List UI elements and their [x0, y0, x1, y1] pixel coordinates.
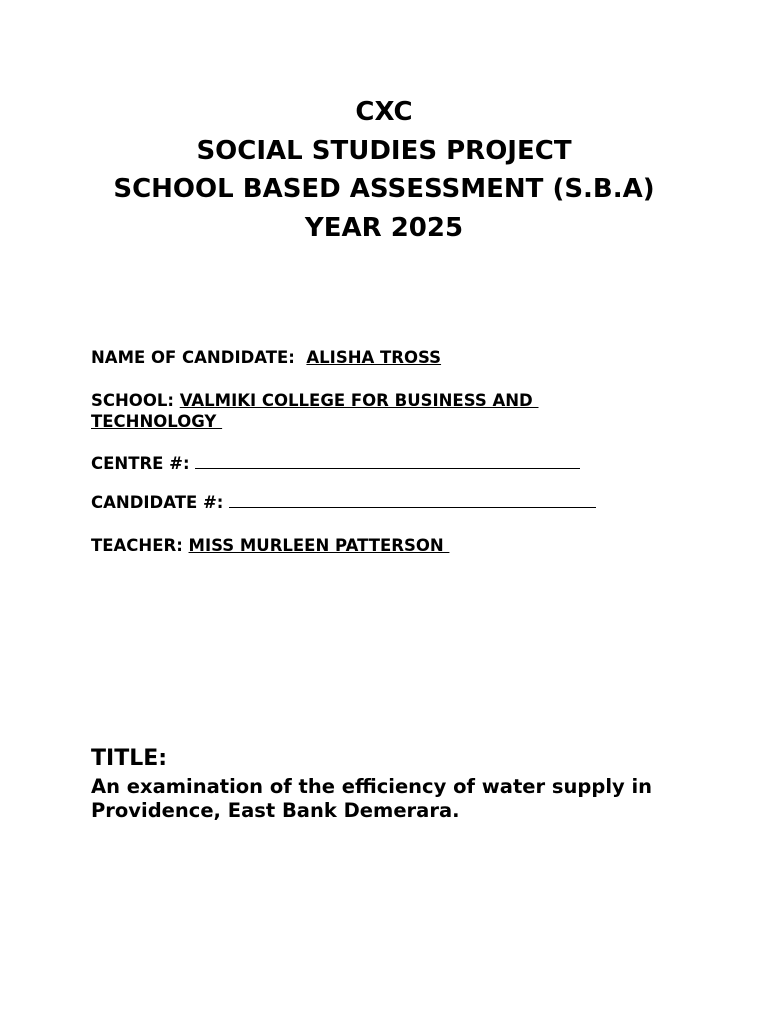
school-value-line2: TECHNOLOGY	[91, 412, 223, 431]
cover-header	[0, 93, 768, 247]
centre-number-field	[91, 453, 580, 474]
header-year: YEAR 2025	[304, 212, 464, 243]
project-title-line2: Providence, East Bank Demerara.	[91, 799, 460, 822]
teacher-value: MISS MURLEEN PATTERSON	[188, 536, 450, 555]
title-label: TITLE:	[91, 746, 168, 771]
school-field	[91, 390, 539, 432]
header-assessment-type: SCHOOL BASED ASSESSMENT (S.B.A)	[113, 174, 655, 204]
centre-number-label: CENTRE #:	[91, 454, 190, 473]
teacher-field	[91, 535, 449, 556]
project-title	[91, 775, 691, 823]
project-title-line1: An examination of the efficiency of water supply in	[91, 775, 653, 798]
candidate-name-field	[91, 347, 441, 368]
candidate-number-blank	[229, 493, 596, 508]
centre-number-blank	[195, 454, 580, 469]
teacher-label: TEACHER:	[91, 536, 183, 555]
header-exam-body: CXC	[355, 97, 413, 127]
candidate-name-value: ALISHA TROSS	[306, 348, 442, 367]
candidate-number-field	[91, 492, 596, 513]
candidate-name-label: NAME OF CANDIDATE:	[91, 348, 295, 367]
header-project-subject: SOCIAL STUDIES PROJECT	[196, 135, 572, 166]
school-value-line1: VALMIKI COLLEGE FOR BUSINESS AND	[179, 391, 539, 410]
school-label: SCHOOL:	[91, 391, 174, 410]
candidate-number-label: CANDIDATE #:	[91, 493, 224, 512]
